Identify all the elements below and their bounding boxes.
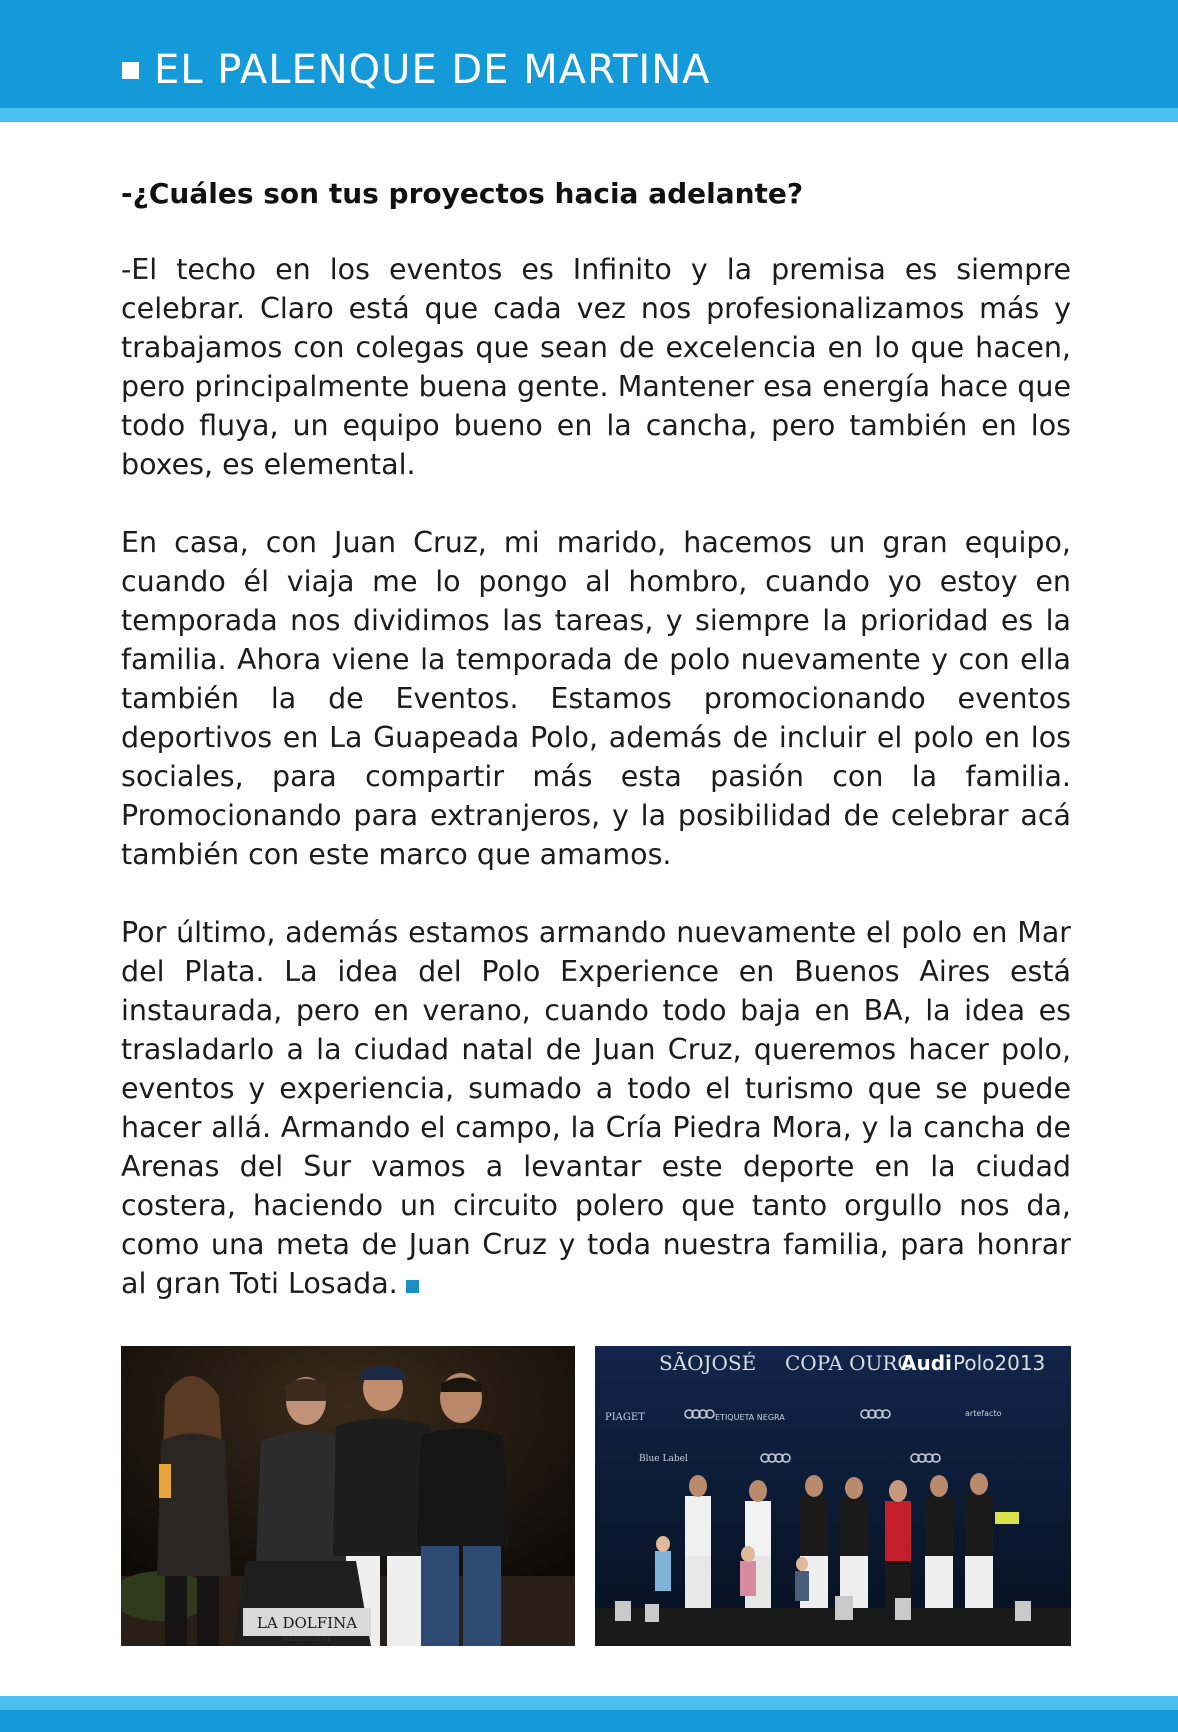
banner-suffix: Polo2013 [953, 1351, 1046, 1375]
bag-logo-text: LA DOLFINA [256, 1614, 358, 1632]
photo-group-event-image [121, 1346, 575, 1646]
banner-brand: SÃOJOSÉ [659, 1351, 757, 1375]
photo-award-ceremony-image [595, 1346, 1071, 1646]
footer-stripe [0, 1696, 1178, 1710]
answer-paragraph-3-text: Por último, además estamos armando nuevamente el polo en Mar del Plata. La idea del Polo Experience en Buenos Aires está instaurada, pero en verano, cuando todo baja en BA, la idea es trasladarlo a la ciudad natal de Juan Cruz, queremos hacer polo, eventos y experiencia, sumado a todo el turismo que se puede hacer allá. Armando el campo, la Cría Piedra Mora, y la cancha de Arenas del Sur vamos a levantar este deporte en la ciudad costera, haciendo un circuito polero que tanto orgullo nos da, como una meta de Juan Cruz y toda nuestra familia, para honrar al gran Toti Losada. [121, 916, 1071, 1300]
answer-paragraph-3 [121, 913, 1071, 1303]
article-body [121, 174, 1071, 1342]
photo-group-event [121, 1346, 575, 1646]
sponsor-piaget: PIAGET [605, 1412, 645, 1423]
sponsor-artefacto: artefacto [965, 1409, 1002, 1418]
section-title: EL PALENQUE DE MARTINA [154, 47, 711, 93]
banner-sponsor: Audi [901, 1351, 952, 1375]
header-bar [0, 0, 1178, 108]
footer-bar [0, 1710, 1178, 1732]
end-of-article-mark [406, 1280, 419, 1293]
banner-event: COPA OURO [785, 1351, 914, 1375]
interview-question: -¿Cuáles son tus proyectos hacia adelante? [121, 177, 804, 210]
bag-logo-subtext: POLO LIFESTYLE [282, 1636, 332, 1643]
photo-award-ceremony [595, 1346, 1071, 1646]
sponsor-etiqueta: ETIQUETA NEGRA [715, 1413, 785, 1422]
sponsor-blue-label: Blue Label [639, 1454, 688, 1464]
header-stripe [0, 108, 1178, 122]
answer-paragraph-2: En casa, con Juan Cruz, mi marido, hacemos un gran equipo, cuando él viaja me lo pongo al hombro, cuando yo estoy en temporada nos dividimos las tareas, y siempre la prioridad es la familia. Ahora viene la temporada de polo nuevamente y con ella también la de Eventos. Estamos promocionando eventos deportivos en La Guapeada Polo, además de incluir el polo en los sociales, para compartir más esta pasión con la familia. Promocionando para extranjeros, y la posibilidad de celebrar acá también con este marco que amamos. [121, 526, 1071, 871]
header-bullet-square [122, 62, 139, 79]
answer-paragraph-1: -El techo en los eventos es Infinito y la premisa es siempre celebrar. Claro está que cada vez nos profesionalizamos más y trabajamos con colegas que sean de excelencia en lo que hacen, pero principalmente buena gente. Mantener esa energía hace que todo fluya, un equipo bueno en la cancha, pero también en los boxes, es elemental. [121, 253, 1071, 481]
